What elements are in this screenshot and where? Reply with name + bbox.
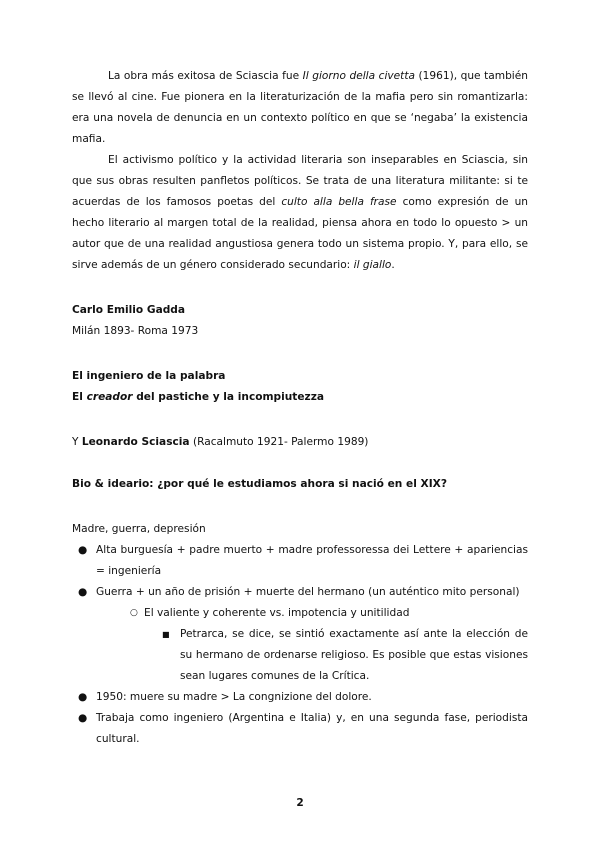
text-run: La obra más exitosa de Sciascia fue [108, 70, 303, 82]
sciascia-dates: (Racalmuto 1921- Palermo 1989) [189, 436, 369, 448]
author-heading: Carlo Emilio Gadda [72, 304, 186, 316]
text-run: del pastiche y la incompiutezza [132, 391, 325, 403]
text-run: (1961), que también se llevó al cine. Fue pionera en la literaturización de la mafia pero sin romantizarla: era una novela de denuncia en un contexto político en que se ‘negaba’ la existencia mafia. [72, 70, 528, 145]
text-run: El activismo político y la actividad literaria son inseparables en Sciascia, sin que sus obras resulten panfletos políticos. Se trata de una literatura militante: si te acuerdas de los famosos poetas del [72, 154, 528, 208]
page-number: 2 [296, 797, 304, 809]
list-item-text: Trabaja como ingeniero (Argentina e Italia) y, en una segunda fase, periodista cultural. [96, 712, 528, 745]
sub-sub-list-item [72, 624, 528, 687]
bio-list [72, 540, 528, 750]
list-item [72, 687, 528, 708]
author-dates: Milán 1893- Roma 1973 [72, 325, 199, 337]
text-run: Y [72, 436, 82, 448]
sciascia-name: Leonardo Sciascia [81, 436, 190, 448]
list-item [72, 540, 528, 582]
list-item-text: El valiente y coherente vs. impotencia y unitilidad [144, 607, 410, 619]
bullet-icon: ● [78, 544, 88, 556]
text-run: El [72, 391, 87, 403]
paragraph-sciascia-civetta [72, 66, 528, 150]
list-item-text: Alta burguesía + padre muerto + madre professoressa dei Lettere + apariencias = ingeniería [96, 544, 528, 577]
book-title: Il giorno della civetta [302, 70, 415, 82]
list-item-text: Guerra + un año de prisión + muerte del hermano (un auténtico mito personal) [96, 586, 520, 598]
epithet-engineer: El ingeniero de la palabra [72, 370, 226, 382]
epithet-creator [72, 387, 528, 408]
italic-phrase: il giallo [353, 259, 392, 271]
bullet-icon: ● [78, 691, 88, 703]
bullet-icon: ● [78, 586, 88, 598]
document-page [72, 66, 528, 750]
text-run: como expresión de un hecho literario al margen total de la realidad, piensa ahora en todo lo opuesto > un autor que de una realidad angustiosa genera todo un sistema propio. Y, para ello, se sirve además de un género considerado secundario: [72, 196, 528, 271]
text-run: . [391, 259, 395, 271]
list-item [72, 582, 528, 603]
circle-bullet-icon: ○ [130, 608, 138, 618]
italic-phrase: culto alla bella frase [281, 196, 397, 208]
sciascia-line [72, 432, 528, 453]
list-item [72, 708, 528, 750]
square-bullet-icon: ■ [162, 630, 170, 639]
paragraph-activism [72, 150, 528, 276]
bullet-icon: ● [78, 712, 88, 724]
italic-word: creador [86, 391, 133, 403]
list-item-text: Petrarca, se dice, se sintió exactamente así ante la elección de su hermano de ordenarse religioso. Es posible que estas visiones sean lugares comunes de la Crítica. [180, 628, 528, 682]
list-item-text: 1950: muere su madre > La congnizione del dolore. [96, 691, 372, 703]
sub-list-item [72, 603, 528, 624]
bio-intro: Madre, guerra, depresión [72, 523, 206, 535]
bio-heading: Bio & ideario: ¿por qué le estudiamos ahora si nació en el XIX? [72, 478, 447, 490]
